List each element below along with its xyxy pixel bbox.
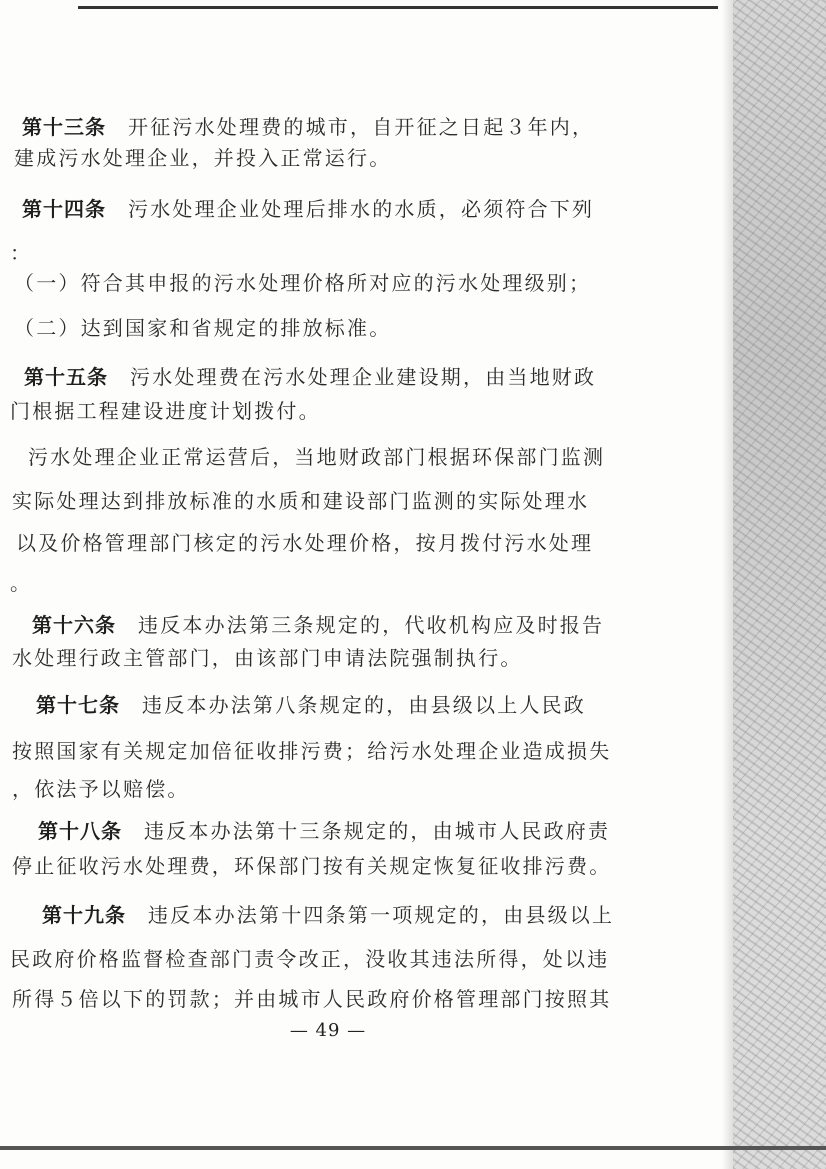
text-line xyxy=(42,900,757,930)
line-text: 污水处理企业处理后排水的水质，必须符合下列 xyxy=(128,197,595,221)
text-line xyxy=(12,984,727,1014)
line-text: 开征污水处理费的城市，自开征之日起３年内， xyxy=(128,115,595,139)
line-text: 以及价格管理部门核定的污水处理价格，按月拨付污水处理 xyxy=(16,531,594,555)
line-text: 停止征收污水处理费，环保部门按有关规定恢复征收排污费。 xyxy=(12,854,612,878)
text-line xyxy=(22,194,737,224)
article-heading: 第十七条 xyxy=(36,693,120,717)
text-line xyxy=(10,396,725,426)
text-line xyxy=(12,851,727,881)
line-text: 。 xyxy=(10,571,33,595)
text-line xyxy=(38,816,753,846)
line-text: 违反本办法第三条规定的，代收机构应及时报告 xyxy=(138,613,605,637)
text-line xyxy=(12,736,727,766)
line-text: 违反本办法第十三条规定的，由城市人民政府责 xyxy=(144,819,611,843)
line-text: 实际处理达到排放标准的水质和建设部门监测的实际处理水 xyxy=(12,489,590,513)
line-text: ，依法予以赔偿。 xyxy=(12,777,190,801)
text-line xyxy=(22,112,737,142)
line-text: ： xyxy=(10,241,33,265)
page-number: — 49 — xyxy=(289,1020,367,1041)
line-text: 建成污水处理企业，并投入正常运行。 xyxy=(14,146,392,170)
text-line xyxy=(14,143,729,173)
line-text: 民政府价格监督检查部门责令改正，没收其违法所得，处以违 xyxy=(10,947,610,971)
text-line xyxy=(12,486,727,516)
text-line xyxy=(28,442,743,472)
article-heading: 第十八条 xyxy=(38,819,122,843)
text-line xyxy=(10,944,725,974)
line-text: 违反本办法第八条规定的，由县级以上人民政 xyxy=(142,693,586,717)
line-text: 水处理行政主管部门，由该部门申请法院强制执行。 xyxy=(12,646,523,670)
line-text: 污水处理企业正常运营后，当地财政部门根据环保部门监测 xyxy=(28,445,606,469)
line-text: 按照国家有关规定加倍征收排污费；给污水处理企业造成损失 xyxy=(12,739,612,763)
line-text: 违反本办法第十四条第一项规定的，由县级以上 xyxy=(148,903,615,927)
article-heading: 第十五条 xyxy=(24,365,108,389)
text-line xyxy=(32,610,747,640)
article-heading: 第十四条 xyxy=(22,197,106,221)
text-line xyxy=(14,268,729,298)
line-text: （二）达到国家和省规定的排放标准。 xyxy=(14,316,392,340)
text-line xyxy=(16,528,731,558)
article-heading: 第十三条 xyxy=(22,115,106,139)
line-text: 门根据工程建设进度计划拨付。 xyxy=(10,399,321,423)
bottom-rule xyxy=(0,1146,826,1150)
text-line xyxy=(10,238,725,268)
article-heading: 第十六条 xyxy=(32,613,116,637)
text-line xyxy=(14,313,729,343)
line-text: （一）符合其申报的污水处理价格所对应的污水处理级别； xyxy=(14,271,592,295)
text-line xyxy=(24,362,739,392)
line-text: 所得５倍以下的罚款；并由城市人民政府价格管理部门按照其 xyxy=(12,987,612,1011)
article-heading: 第十九条 xyxy=(42,903,126,927)
text-line xyxy=(36,690,751,720)
text-line xyxy=(10,568,725,598)
scan-binding-edge xyxy=(733,0,826,1169)
text-line xyxy=(12,643,727,673)
text-line xyxy=(12,774,727,804)
line-text: 污水处理费在污水处理企业建设期，由当地财政 xyxy=(130,365,597,389)
